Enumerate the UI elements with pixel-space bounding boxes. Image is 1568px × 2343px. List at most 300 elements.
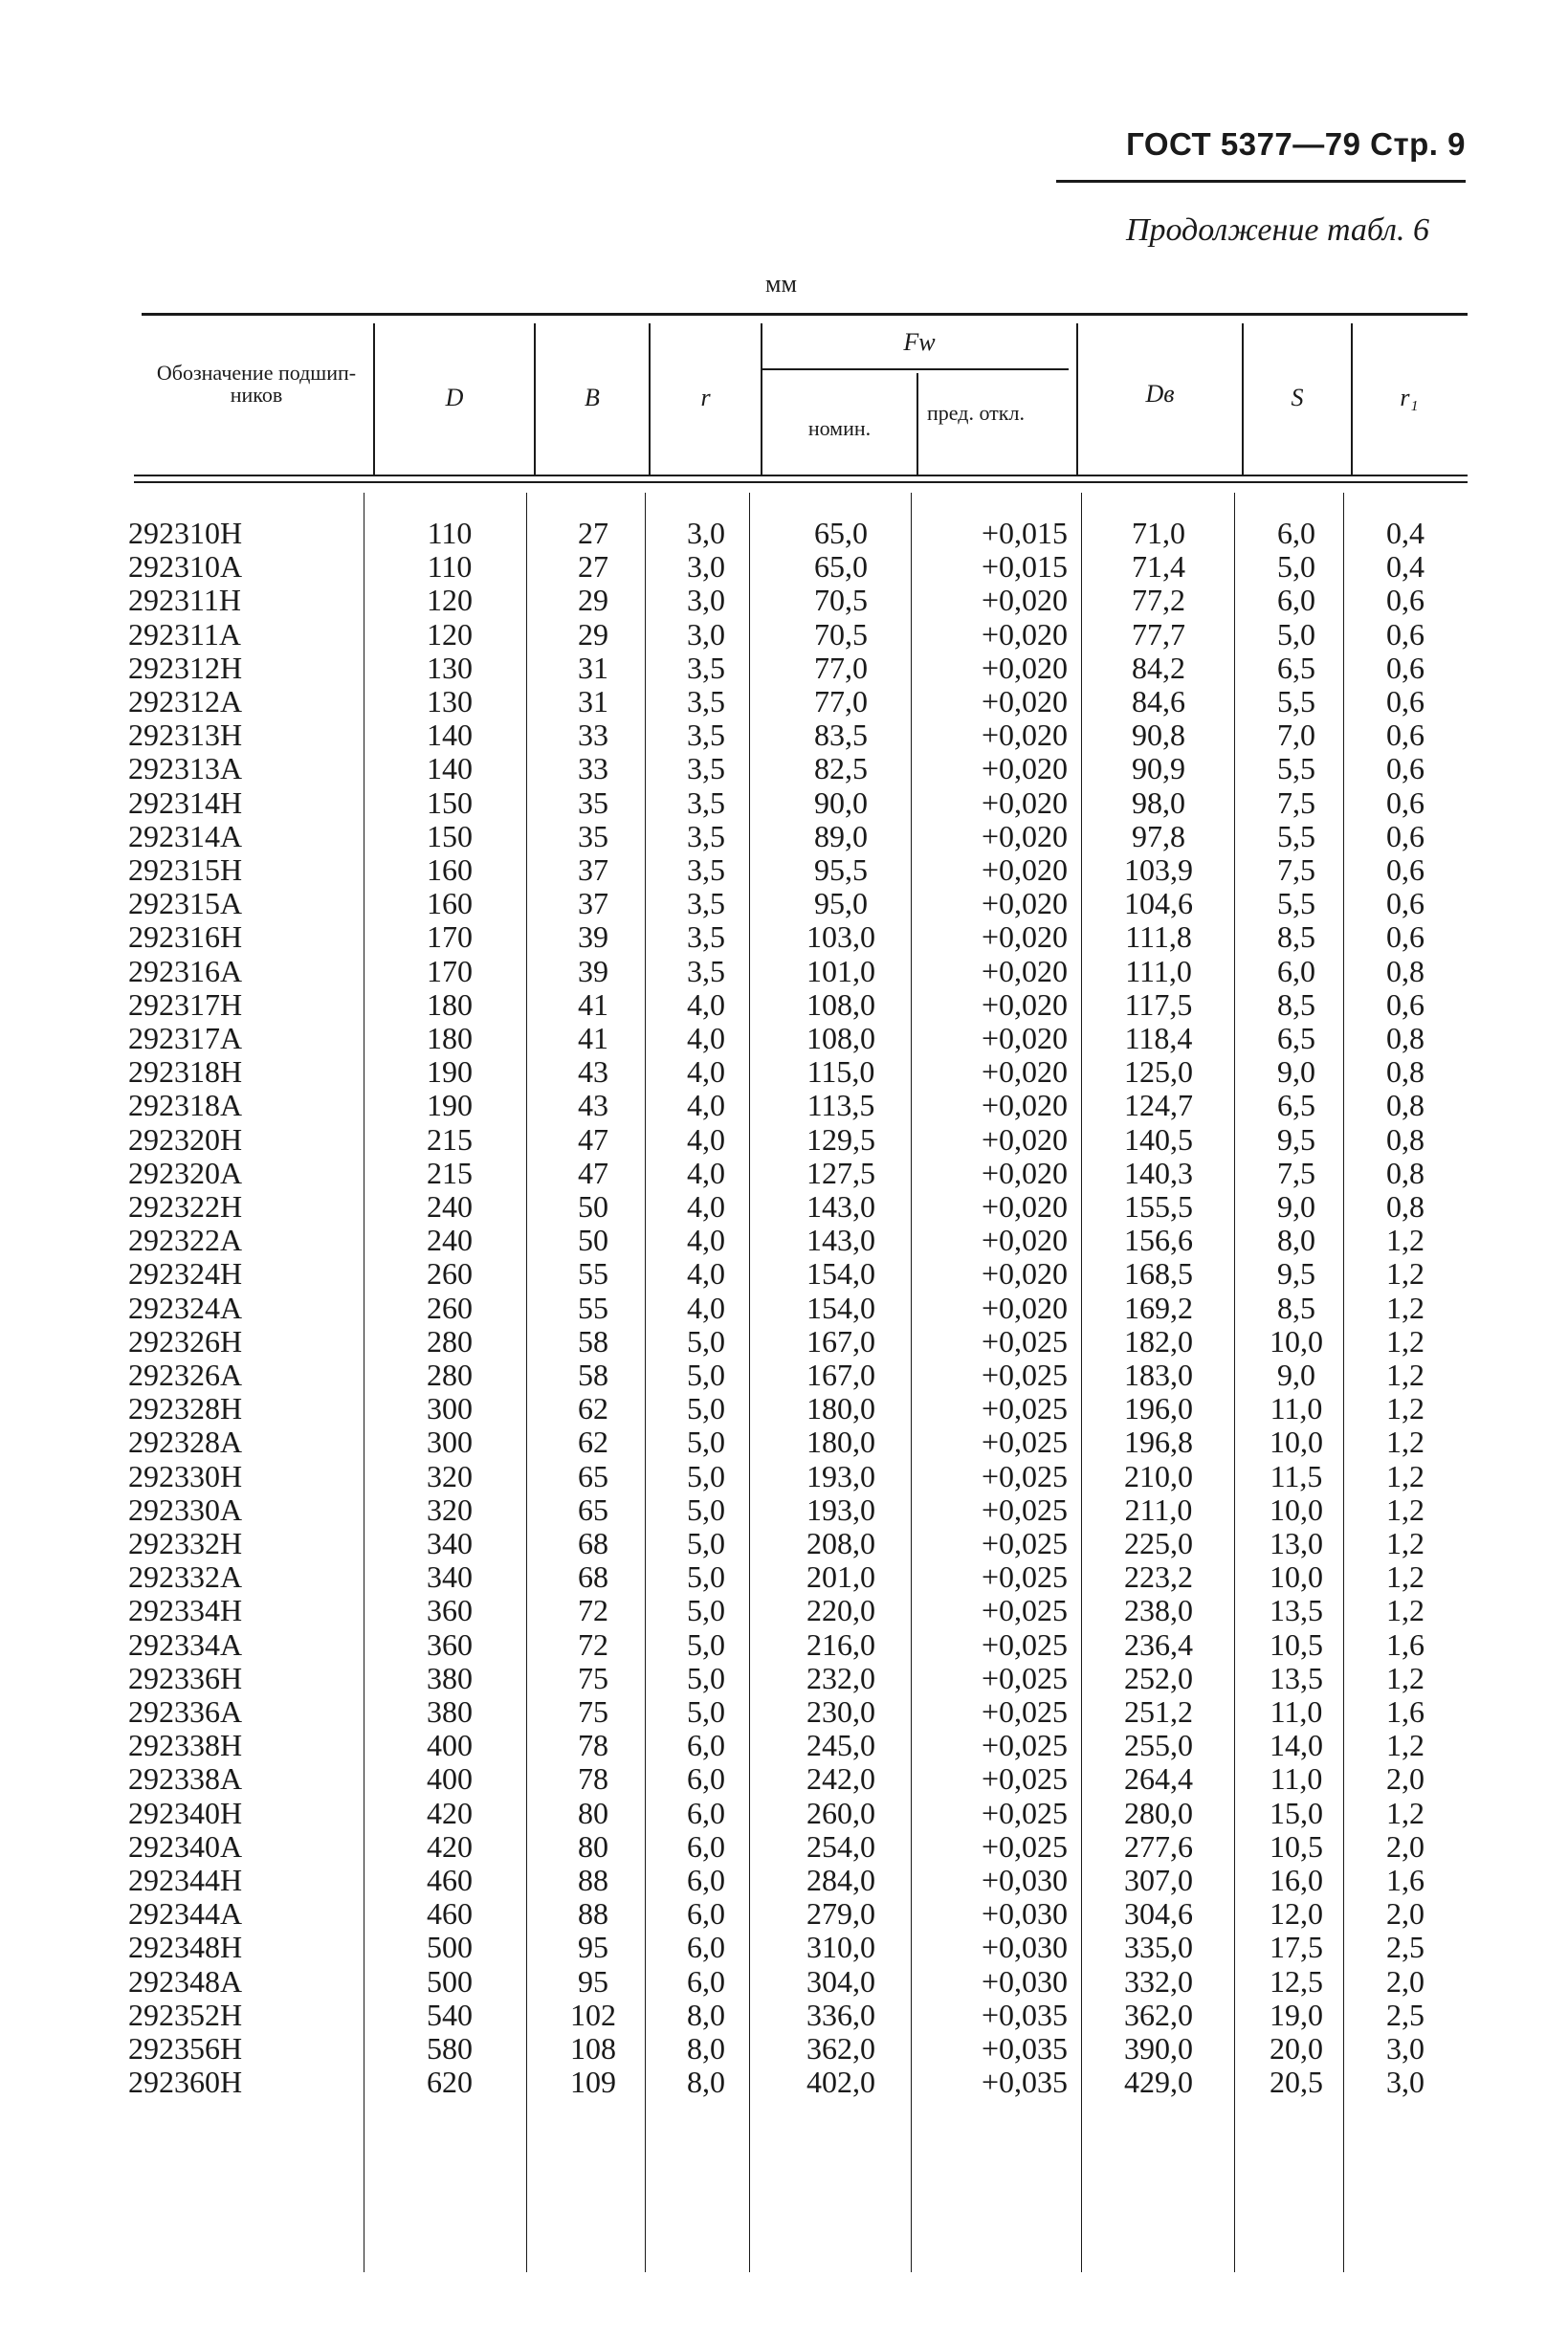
cell-r: 5,0 [687, 1660, 725, 1695]
cell-db: 117,5 [1124, 986, 1193, 1022]
cell-d: 120 [427, 616, 473, 652]
cell-db: 362,0 [1124, 1997, 1193, 2032]
cell-b: 80 [578, 1795, 608, 1830]
cell-fw-deviation: +0,020 [981, 684, 1068, 718]
cell-r1: 1,2 [1386, 1660, 1424, 1695]
cell-db: 155,5 [1124, 1189, 1193, 1224]
cell-s: 10,0 [1270, 1323, 1323, 1359]
cell-r1: 1,2 [1386, 1391, 1424, 1426]
cell-b: 29 [578, 583, 608, 618]
cell-fw-deviation: +0,025 [981, 1391, 1068, 1426]
cell-r: 3,0 [687, 616, 725, 652]
cell-r: 5,0 [687, 1323, 725, 1359]
cell-d: 180 [427, 986, 473, 1022]
cell-b: 75 [578, 1660, 608, 1695]
cell-r1: 0,8 [1386, 1021, 1424, 1055]
cell-fw-nominal: 77,0 [814, 684, 868, 718]
cell-d: 160 [427, 852, 473, 887]
cell-d: 300 [427, 1391, 473, 1426]
cell-r1: 3,0 [1386, 2031, 1424, 2066]
header-fw-deviation: пред. откл. [927, 401, 1025, 425]
cell-r: 5,0 [687, 1559, 725, 1595]
cell-r: 4,0 [687, 1021, 725, 1055]
cell-s: 8,5 [1277, 1290, 1315, 1325]
cell-d: 110 [427, 516, 473, 550]
fw-split-rule [762, 368, 1069, 370]
cell-s: 6,0 [1277, 516, 1315, 550]
cell-designation: 292326Н [128, 1323, 243, 1359]
cell-db: 111,0 [1125, 953, 1192, 988]
body-divider [1234, 493, 1235, 2272]
header-divider [917, 373, 918, 476]
cell-designation: 292332А [128, 1559, 243, 1595]
cell-s: 6,5 [1277, 650, 1315, 685]
cell-fw-deviation: +0,025 [981, 1626, 1068, 1662]
cell-b: 47 [578, 1121, 608, 1157]
cell-fw-deviation: +0,020 [981, 852, 1068, 887]
cell-b: 68 [578, 1526, 608, 1560]
cell-s: 5,0 [1277, 549, 1315, 585]
unit-label: мм [765, 270, 797, 298]
cell-designation: 292310Н [128, 516, 243, 550]
header-bottom-rule [134, 475, 1468, 476]
cell-designation: 292360Н [128, 2065, 243, 2100]
cell-r1: 0,6 [1386, 650, 1424, 685]
cell-r: 6,0 [687, 1930, 725, 1965]
cell-db: 90,8 [1132, 718, 1185, 753]
cell-fw-deviation: +0,020 [981, 1223, 1068, 1258]
cell-r1: 1,2 [1386, 1795, 1424, 1830]
body-divider [526, 493, 527, 2272]
cell-b: 29 [578, 616, 608, 652]
cell-d: 320 [427, 1492, 473, 1527]
cell-r: 6,0 [687, 1728, 725, 1763]
cell-b: 33 [578, 751, 608, 786]
cell-r1: 0,6 [1386, 919, 1424, 955]
cell-r1: 0,8 [1386, 1088, 1424, 1123]
cell-db: 236,4 [1124, 1626, 1193, 1662]
header-r: r [700, 384, 711, 411]
cell-r1: 2,0 [1386, 1761, 1424, 1797]
cell-r1: 0,6 [1386, 718, 1424, 753]
cell-fw-deviation: +0,015 [981, 516, 1068, 550]
cell-designation: 292324Н [128, 1256, 243, 1292]
cell-r: 6,0 [687, 1896, 725, 1932]
cell-fw-nominal: 82,5 [814, 751, 868, 786]
cell-s: 9,5 [1277, 1121, 1315, 1157]
header-rule [1056, 180, 1466, 183]
cell-s: 7,5 [1277, 785, 1315, 820]
cell-b: 65 [578, 1492, 608, 1527]
cell-r: 6,0 [687, 1828, 725, 1864]
cell-fw-nominal: 90,0 [814, 785, 868, 820]
cell-db: 335,0 [1124, 1930, 1193, 1965]
cell-fw-nominal: 83,5 [814, 718, 868, 753]
cell-fw-nominal: 242,0 [806, 1761, 875, 1797]
table-top-rule [142, 313, 1468, 316]
cell-r1: 1,2 [1386, 1526, 1424, 1560]
cell-s: 10,0 [1270, 1425, 1323, 1460]
cell-s: 10,5 [1270, 1828, 1323, 1864]
cell-fw-deviation: +0,030 [981, 1896, 1068, 1932]
cell-b: 78 [578, 1761, 608, 1797]
header-b: B [585, 384, 600, 411]
cell-fw-deviation: +0,025 [981, 1559, 1068, 1595]
cell-db: 304,6 [1124, 1896, 1193, 1932]
cell-fw-deviation: +0,020 [981, 1088, 1068, 1123]
cell-d: 140 [427, 718, 473, 753]
cell-fw-nominal: 127,5 [806, 1155, 875, 1190]
cell-b: 88 [578, 1863, 608, 1897]
cell-s: 6,0 [1277, 583, 1315, 618]
cell-s: 11,0 [1270, 1761, 1323, 1797]
cell-db: 77,7 [1132, 616, 1185, 652]
cell-r: 5,0 [687, 1593, 725, 1628]
cell-r: 3,0 [687, 549, 725, 585]
cell-r1: 1,2 [1386, 1458, 1424, 1493]
cell-d: 320 [427, 1458, 473, 1493]
cell-r1: 2,0 [1386, 1963, 1424, 1999]
cell-db: 429,0 [1124, 2065, 1193, 2100]
cell-b: 78 [578, 1728, 608, 1763]
cell-fw-nominal: 208,0 [806, 1526, 875, 1560]
cell-b: 39 [578, 953, 608, 988]
cell-fw-deviation: +0,030 [981, 1963, 1068, 1999]
cell-r: 4,0 [687, 1189, 725, 1224]
cell-s: 16,0 [1270, 1863, 1323, 1897]
cell-s: 13,5 [1270, 1660, 1323, 1695]
cell-d: 150 [427, 818, 473, 853]
cell-r: 4,0 [687, 1223, 725, 1258]
cell-db: 277,6 [1124, 1828, 1193, 1864]
cell-fw-nominal: 284,0 [806, 1863, 875, 1897]
cell-fw-nominal: 232,0 [806, 1660, 875, 1695]
page-header-gost: ГОСТ 5377—79 Стр. 9 [1126, 126, 1466, 162]
cell-r1: 1,2 [1386, 1593, 1424, 1628]
cell-fw-deviation: +0,020 [981, 718, 1068, 753]
cell-r: 3,5 [687, 818, 725, 853]
cell-designation: 292314Н [128, 785, 243, 820]
cell-r: 4,0 [687, 1054, 725, 1090]
cell-db: 156,6 [1124, 1223, 1193, 1258]
cell-fw-nominal: 70,5 [814, 616, 868, 652]
cell-b: 43 [578, 1054, 608, 1090]
cell-fw-nominal: 180,0 [806, 1425, 875, 1460]
cell-r: 8,0 [687, 2065, 725, 2100]
cell-r: 4,0 [687, 986, 725, 1022]
cell-d: 340 [427, 1559, 473, 1595]
cell-r: 4,0 [687, 1290, 725, 1325]
cell-fw-nominal: 95,0 [814, 886, 868, 921]
cell-r: 3,5 [687, 886, 725, 921]
cell-fw-deviation: +0,025 [981, 1660, 1068, 1695]
cell-r: 3,5 [687, 718, 725, 753]
cell-fw-deviation: +0,020 [981, 986, 1068, 1022]
cell-db: 168,5 [1124, 1256, 1193, 1292]
cell-r: 6,0 [687, 1863, 725, 1897]
cell-fw-nominal: 108,0 [806, 986, 875, 1022]
cell-d: 120 [427, 583, 473, 618]
cell-b: 37 [578, 852, 608, 887]
cell-fw-nominal: 310,0 [806, 1930, 875, 1965]
cell-r: 3,0 [687, 516, 725, 550]
header-d: D [445, 384, 464, 411]
cell-designation: 292313А [128, 751, 243, 786]
cell-r: 4,0 [687, 1088, 725, 1123]
cell-s: 10,0 [1270, 1559, 1323, 1595]
header-r1: r₁ [1400, 384, 1419, 411]
cell-r1: 1,6 [1386, 1863, 1424, 1897]
cell-fw-nominal: 129,5 [806, 1121, 875, 1157]
cell-designation: 292324А [128, 1290, 243, 1325]
cell-fw-deviation: +0,025 [981, 1694, 1068, 1729]
cell-db: 104,6 [1124, 886, 1193, 921]
cell-b: 35 [578, 818, 608, 853]
cell-designation: 292334Н [128, 1593, 243, 1628]
cell-fw-nominal: 101,0 [806, 953, 875, 988]
cell-r: 3,0 [687, 583, 725, 618]
cell-b: 41 [578, 986, 608, 1022]
cell-b: 102 [570, 1997, 616, 2032]
cell-fw-deviation: +0,020 [981, 1256, 1068, 1292]
cell-r1: 0,6 [1386, 886, 1424, 921]
cell-fw-deviation: +0,020 [981, 1155, 1068, 1190]
cell-b: 95 [578, 1963, 608, 1999]
cell-designation: 292311Н [128, 583, 241, 618]
cell-d: 460 [427, 1896, 473, 1932]
cell-db: 183,0 [1124, 1358, 1193, 1392]
cell-d: 215 [427, 1155, 473, 1190]
cell-db: 252,0 [1124, 1660, 1193, 1695]
cell-b: 75 [578, 1694, 608, 1729]
cell-r: 5,0 [687, 1391, 725, 1426]
cell-fw-deviation: +0,020 [981, 650, 1068, 685]
cell-designation: 292330Н [128, 1458, 243, 1493]
header-bottom-rule-2 [134, 481, 1468, 483]
cell-r: 8,0 [687, 2031, 725, 2066]
cell-s: 11,0 [1270, 1391, 1323, 1426]
cell-fw-deviation: +0,035 [981, 2065, 1068, 2100]
cell-fw-nominal: 89,0 [814, 818, 868, 853]
cell-designation: 292320Н [128, 1121, 243, 1157]
cell-b: 65 [578, 1458, 608, 1493]
cell-designation: 292336Н [128, 1660, 243, 1695]
cell-fw-deviation: +0,025 [981, 1425, 1068, 1460]
cell-d: 300 [427, 1425, 473, 1460]
cell-b: 108 [570, 2031, 616, 2066]
cell-d: 380 [427, 1694, 473, 1729]
cell-db: 280,0 [1124, 1795, 1193, 1830]
cell-db: 77,2 [1132, 583, 1185, 618]
cell-db: 118,4 [1124, 1021, 1193, 1055]
cell-designation: 292314А [128, 818, 243, 853]
cell-db: 71,4 [1132, 549, 1185, 585]
cell-fw-nominal: 180,0 [806, 1391, 875, 1426]
body-divider [1081, 493, 1082, 2272]
cell-d: 400 [427, 1728, 473, 1763]
cell-d: 180 [427, 1021, 473, 1055]
cell-s: 12,0 [1270, 1896, 1323, 1932]
cell-r: 5,0 [687, 1694, 725, 1729]
cell-db: 211,0 [1124, 1492, 1193, 1527]
cell-db: 111,8 [1125, 919, 1192, 955]
cell-r1: 1,2 [1386, 1358, 1424, 1392]
cell-fw-nominal: 230,0 [806, 1694, 875, 1729]
cell-r: 5,0 [687, 1458, 725, 1493]
cell-db: 390,0 [1124, 2031, 1193, 2066]
cell-designation: 292348А [128, 1963, 243, 1999]
cell-fw-deviation: +0,025 [981, 1458, 1068, 1493]
cell-designation: 292316А [128, 953, 243, 988]
cell-r1: 1,2 [1386, 1223, 1424, 1258]
cell-designation: 292310А [128, 549, 243, 585]
cell-b: 62 [578, 1391, 608, 1426]
cell-r: 5,0 [687, 1492, 725, 1527]
cell-r1: 0,8 [1386, 953, 1424, 988]
cell-b: 72 [578, 1593, 608, 1628]
cell-r1: 2,0 [1386, 1828, 1424, 1864]
cell-fw-nominal: 279,0 [806, 1896, 875, 1932]
cell-db: 90,9 [1132, 751, 1185, 786]
cell-designation: 292344А [128, 1896, 243, 1932]
cell-s: 5,5 [1277, 886, 1315, 921]
cell-r: 3,5 [687, 953, 725, 988]
cell-r: 4,0 [687, 1155, 725, 1190]
cell-d: 340 [427, 1526, 473, 1560]
cell-fw-deviation: +0,025 [981, 1526, 1068, 1560]
cell-s: 14,0 [1270, 1728, 1323, 1763]
cell-fw-deviation: +0,025 [981, 1323, 1068, 1359]
cell-d: 130 [427, 684, 473, 718]
cell-d: 500 [427, 1963, 473, 1999]
cell-fw-nominal: 304,0 [806, 1963, 875, 1999]
cell-designation: 292318Н [128, 1054, 243, 1090]
cell-designation: 292315Н [128, 852, 243, 887]
cell-db: 182,0 [1124, 1323, 1193, 1359]
cell-b: 27 [578, 549, 608, 585]
cell-fw-deviation: +0,025 [981, 1492, 1068, 1527]
cell-fw-deviation: +0,015 [981, 549, 1068, 585]
cell-s: 8,0 [1277, 1223, 1315, 1258]
cell-b: 55 [578, 1290, 608, 1325]
cell-fw-deviation: +0,020 [981, 1121, 1068, 1157]
cell-b: 109 [570, 2065, 616, 2100]
cell-r1: 0,8 [1386, 1121, 1424, 1157]
cell-fw-nominal: 143,0 [806, 1223, 875, 1258]
cell-designation: 292312Н [128, 650, 243, 685]
cell-r1: 0,6 [1386, 684, 1424, 718]
cell-db: 223,2 [1124, 1559, 1193, 1595]
cell-b: 72 [578, 1626, 608, 1662]
cell-fw-nominal: 336,0 [806, 1997, 875, 2032]
cell-s: 8,5 [1277, 919, 1315, 955]
cell-s: 9,5 [1277, 1256, 1315, 1292]
cell-s: 7,5 [1277, 852, 1315, 887]
cell-r1: 1,2 [1386, 1290, 1424, 1325]
cell-d: 150 [427, 785, 473, 820]
cell-s: 10,5 [1270, 1626, 1323, 1662]
cell-designation: 292344Н [128, 1863, 243, 1897]
cell-fw-deviation: +0,030 [981, 1863, 1068, 1897]
cell-d: 280 [427, 1323, 473, 1359]
cell-r: 4,0 [687, 1121, 725, 1157]
cell-r1: 3,0 [1386, 2065, 1424, 2100]
cell-designation: 292313Н [128, 718, 243, 753]
cell-fw-deviation: +0,020 [981, 1290, 1068, 1325]
cell-d: 240 [427, 1189, 473, 1224]
cell-db: 238,0 [1124, 1593, 1193, 1628]
cell-s: 20,5 [1270, 2065, 1323, 2100]
cell-fw-nominal: 254,0 [806, 1828, 875, 1864]
cell-fw-deviation: +0,020 [981, 1021, 1068, 1055]
cell-s: 6,5 [1277, 1088, 1315, 1123]
header-designation: Обозначение подшип-ников [156, 361, 357, 408]
cell-r1: 1,6 [1386, 1694, 1424, 1729]
cell-d: 460 [427, 1863, 473, 1897]
cell-designation: 292352Н [128, 1997, 243, 2032]
cell-b: 50 [578, 1223, 608, 1258]
header-s: S [1291, 384, 1304, 411]
cell-designation: 292317Н [128, 986, 243, 1022]
cell-b: 47 [578, 1155, 608, 1190]
cell-r1: 0,6 [1386, 583, 1424, 618]
cell-fw-deviation: +0,025 [981, 1728, 1068, 1763]
cell-b: 95 [578, 1930, 608, 1965]
table-continuation-caption: Продолжение табл. 6 [1125, 212, 1429, 248]
cell-b: 58 [578, 1358, 608, 1392]
cell-b: 50 [578, 1189, 608, 1224]
cell-b: 35 [578, 785, 608, 820]
cell-s: 9,0 [1277, 1358, 1315, 1392]
cell-r1: 0,4 [1386, 549, 1424, 585]
cell-fw-nominal: 70,5 [814, 583, 868, 618]
cell-designation: 292322Н [128, 1189, 243, 1224]
cell-fw-nominal: 167,0 [806, 1323, 875, 1359]
cell-s: 8,5 [1277, 986, 1315, 1022]
cell-db: 255,0 [1124, 1728, 1193, 1763]
cell-designation: 292311А [128, 616, 241, 652]
cell-designation: 292336А [128, 1694, 243, 1729]
cell-designation: 292330А [128, 1492, 243, 1527]
cell-s: 6,5 [1277, 1021, 1315, 1055]
cell-r1: 0,6 [1386, 751, 1424, 786]
cell-s: 7,5 [1277, 1155, 1315, 1190]
cell-fw-nominal: 113,5 [806, 1088, 875, 1123]
cell-fw-deviation: +0,020 [981, 953, 1068, 988]
cell-db: 140,3 [1124, 1155, 1193, 1190]
cell-r: 3,5 [687, 650, 725, 685]
cell-fw-deviation: +0,025 [981, 1828, 1068, 1864]
cell-fw-deviation: +0,020 [981, 886, 1068, 921]
cell-s: 5,5 [1277, 684, 1315, 718]
header-fw: Fw [903, 328, 936, 356]
cell-designation: 292316Н [128, 919, 243, 955]
cell-fw-deviation: +0,020 [981, 818, 1068, 853]
cell-b: 31 [578, 684, 608, 718]
cell-r1: 0,6 [1386, 852, 1424, 887]
cell-d: 260 [427, 1290, 473, 1325]
cell-d: 170 [427, 953, 473, 988]
cell-db: 196,8 [1124, 1425, 1193, 1460]
cell-d: 580 [427, 2031, 473, 2066]
cell-designation: 292334А [128, 1626, 243, 1662]
cell-fw-nominal: 95,5 [814, 852, 868, 887]
cell-d: 190 [427, 1088, 473, 1123]
cell-db: 103,9 [1124, 852, 1193, 887]
cell-designation: 292348Н [128, 1930, 243, 1965]
cell-b: 62 [578, 1425, 608, 1460]
cell-r1: 1,2 [1386, 1425, 1424, 1460]
